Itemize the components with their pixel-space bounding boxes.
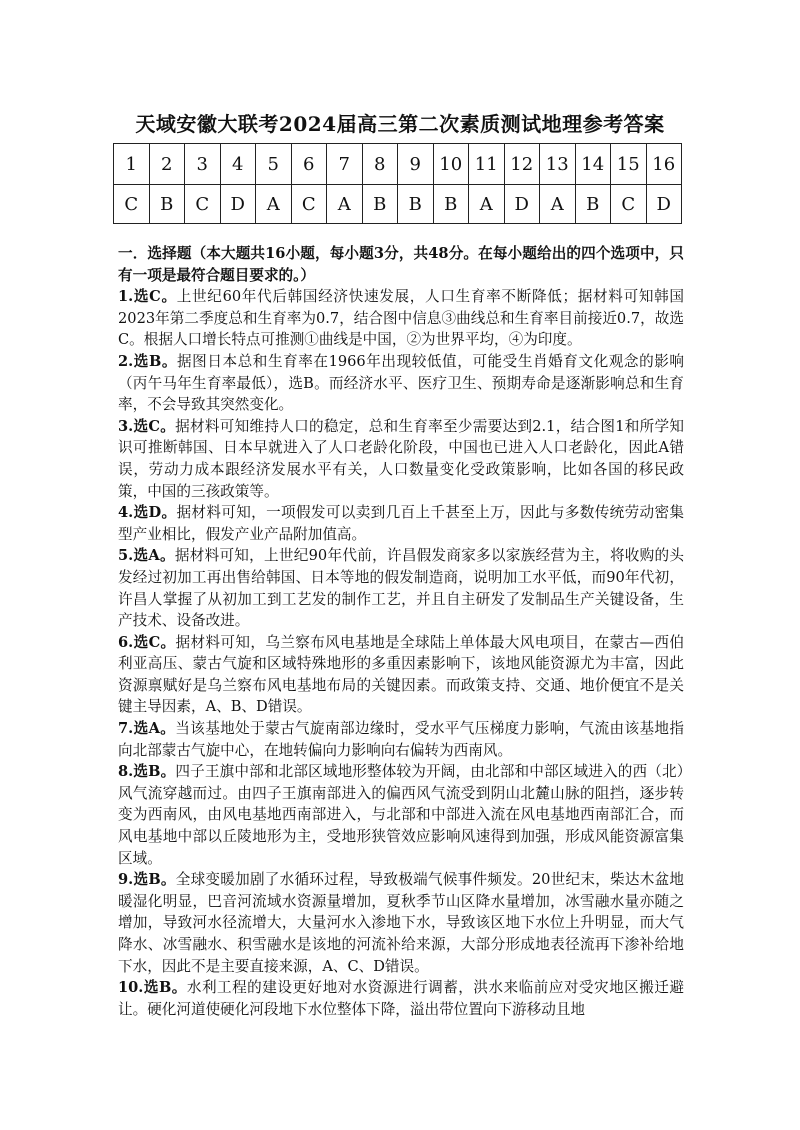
explanation-text: 上世纪60年代后韩国经济快速发展，人口生育率不断降低；据材料可知韩国2023年第二季度总和生育率为0.7，结合图中信息③曲线总和生育率目前接近0.7，故选C。根据人口增长特点可推测①曲线是中国，②为世界平均，④为印度。: [118, 288, 684, 349]
answer-explanations: [118, 243, 684, 1020]
question-number: 10: [433, 144, 469, 185]
answer-letter: B: [149, 185, 185, 224]
answer-letter: A: [256, 185, 292, 224]
question-number: 4: [220, 144, 256, 185]
page-title: 天域安徽大联考2024届高三第二次素质测试地理参考答案: [135, 112, 665, 136]
explanation-number: 3.选C。: [118, 417, 176, 435]
explanation-item: [118, 502, 684, 545]
explanation-item: [118, 761, 684, 869]
explanation-text: 水利工程的建设更好地对水资源进行调蓄，洪水来临前应对受灾地区搬迁避让。硬化河道使硬化河段地下水位整体下降，溢出带位置向下游移动且地: [118, 979, 684, 1018]
question-number: 2: [149, 144, 185, 185]
explanation-text: 据材料可知维持人口的稳定，总和生育率至少需要达到2.1，结合图1和所学知识可推断韩国、日本早就进入了人口老龄化阶段，中国也已进入人口老龄化，因此A错误，劳动力成本跟经济发展水平有关，人口数量变化受政策影响，比如各国的移民政策，中国的三孩政策等。: [118, 417, 684, 500]
question-number: 16: [646, 144, 682, 185]
explanation-text: 据图日本总和生育率在1966年出现较低值，可能受生肖婚育文化观念的影响（丙午马年生育率最低），选B。而经济水平、医疗卫生、预期寿命是逐渐影响总和生育率，不会导致其突然变化。: [118, 352, 684, 414]
answer-letter: B: [398, 185, 434, 224]
explanation-text: 四子王旗中部和北部区域地形整体较为开阔，由北部和中部区域进入的西（北）风气流穿越而过。由四子王旗南部进入的偏西风气流受到阴山北麓山脉的阻挡，逐步转变为西南风，由风电基地西南部进入，与北部和中部进入流在风电基地西南部汇合，而风电基地中部以丘陵地形为主，受地形狭管效应影响风速得到加强，形成风能资源富集区域。: [118, 763, 684, 867]
answer-letter: C: [291, 185, 327, 224]
explanation-number: 1.选C。: [118, 288, 177, 306]
answer-letter: B: [575, 185, 611, 224]
explanation-text: 全球变暖加剧了水循环过程，导致极端气候事件频发。20世纪末，柴达木盆地暖湿化明显，巴音河流域水资源量增加，夏秋季节山区降水量增加，冰雪融水量亦随之增加，导致河水径流增大，大量河水入渗地下水，导致该区地下水位上升明显，而大气降水、冰雪融水、积雪融水是该地的河流补给来源，大部分形成地表径流再下渗补给地下水，因此不是主要直接来源，A、C、D错误。: [118, 871, 684, 975]
question-number: 6: [291, 144, 327, 185]
explanation-text: 当该基地处于蒙古气旋南部边缘时，受水平气压梯度力影响，气流由该基地指向北部蒙古气旋中心，在地转偏向力影响向右偏转为西南风。: [118, 720, 684, 759]
explanation-number: 5.选A。: [118, 547, 175, 565]
answer-letter: B: [362, 185, 398, 224]
explanation-item: [118, 351, 684, 416]
question-number: 15: [611, 144, 647, 185]
explanation-number: 9.选B。: [118, 871, 176, 889]
answer-letter: C: [114, 185, 150, 224]
explanation-item: [118, 977, 684, 1020]
question-number: 9: [398, 144, 434, 185]
question-number: 14: [575, 144, 611, 185]
answer-table-answer-row: [114, 185, 682, 224]
explanation-number: 10.选B。: [118, 979, 187, 997]
explanation-text: 据材料可知，一项假发可以卖到几百上千甚至上万，因此与多数传统劳动密集型产业相比，假发产业产品附加值高。: [118, 504, 684, 543]
answer-table-number-row: [114, 144, 682, 185]
answer-letter: B: [433, 185, 469, 224]
explanation-item: [118, 545, 684, 631]
question-number: 12: [504, 144, 540, 185]
explanation-number: 6.选C。: [118, 633, 176, 651]
explanation-number: 4.选D。: [118, 504, 177, 522]
answer-letter: A: [327, 185, 363, 224]
section-heading: 一．选择题（本大题共16小题，每小题3分，共48分。在每小题给出的四个选项中，只有一项是最符合题目要求的。）: [118, 245, 684, 284]
answer-letter: C: [611, 185, 647, 224]
question-number: 5: [256, 144, 292, 185]
question-number: 13: [540, 144, 576, 185]
explanation-item: [118, 869, 684, 977]
question-number: 1: [114, 144, 150, 185]
answer-letter: D: [220, 185, 256, 224]
answer-letter: C: [185, 185, 221, 224]
explanation-text: 据材料可知，乌兰察布风电基地是全球陆上单体最大风电项目，在蒙古—西伯利亚高压、蒙古气旋和区域特殊地形的多重因素影响下，该地风能资源尤为丰富，因此资源禀赋好是乌兰察布风电基地布局的关键因素。而政策支持、交通、地价便宜不是关键主导因素，A、B、D错误。: [118, 633, 684, 716]
explanation-item: [118, 416, 684, 502]
question-number: 8: [362, 144, 398, 185]
explanation-number: 2.选B。: [118, 352, 178, 370]
explanation-number: 8.选B。: [118, 763, 176, 781]
explanation-item: [118, 718, 684, 761]
question-number: 7: [327, 144, 363, 185]
question-number: 3: [185, 144, 221, 185]
explanation-item: [118, 286, 684, 351]
answer-letter: A: [540, 185, 576, 224]
answer-letter: A: [469, 185, 505, 224]
explanation-item: [118, 632, 684, 718]
question-number: 11: [469, 144, 505, 185]
explanation-text: 据材料可知，上世纪90年代前，许昌假发商家多以家族经营为主，将收购的头发经过初加工再出售给韩国、日本等地的假发制造商，说明加工水平低，而90年代初，许昌人掌握了从初加工到工艺发的制作工艺，并且自主研发了发制品生产关键设备，生产技术、设备改进。: [118, 547, 684, 630]
answer-letter: D: [504, 185, 540, 224]
answer-table: [113, 143, 682, 224]
explanation-number: 7.选A。: [118, 720, 176, 738]
answer-letter: D: [646, 185, 682, 224]
